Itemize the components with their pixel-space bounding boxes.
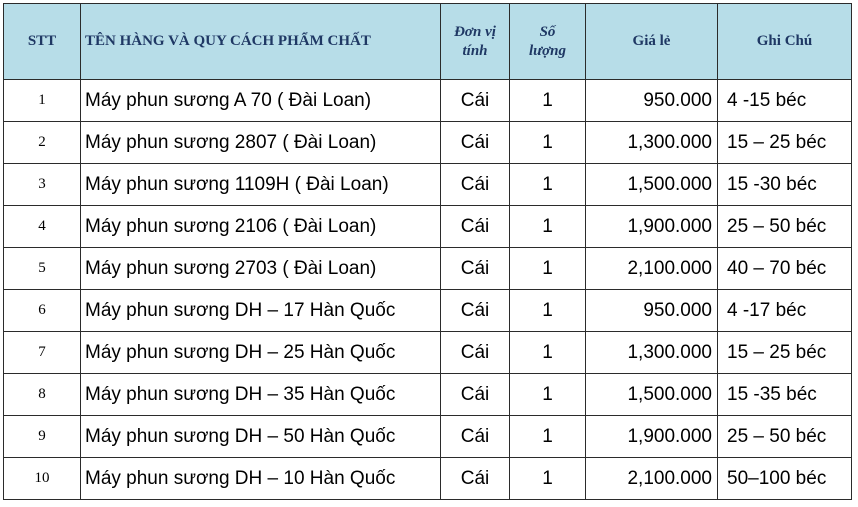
cell-unit[interactable]: Cái <box>441 122 510 164</box>
cell-unit[interactable]: Cái <box>441 458 510 500</box>
table-row <box>4 248 852 290</box>
cell-note[interactable]: 4 -15 béc <box>718 80 852 122</box>
cell-note[interactable]: 4 -17 béc <box>718 290 852 332</box>
cell-stt[interactable]: 3 <box>4 164 81 206</box>
table-header <box>4 4 852 80</box>
table-row <box>4 290 852 332</box>
cell-name[interactable]: Máy phun sương DH – 50 Hàn Quốc <box>81 416 441 458</box>
cell-note[interactable]: 15 – 25 béc <box>718 332 852 374</box>
cell-qty[interactable]: 1 <box>510 332 586 374</box>
cell-qty[interactable]: 1 <box>510 458 586 500</box>
cell-name[interactable]: Máy phun sương 1109H ( Đài Loan) <box>81 164 441 206</box>
header-unit-line2: tính <box>462 42 488 59</box>
table-row <box>4 458 852 500</box>
cell-name[interactable]: Máy phun sương DH – 17 Hàn Quốc <box>81 290 441 332</box>
cell-unit[interactable]: Cái <box>441 290 510 332</box>
table-row <box>4 80 852 122</box>
cell-qty[interactable]: 1 <box>510 290 586 332</box>
table-row <box>4 122 852 164</box>
cell-name[interactable]: Máy phun sương 2807 ( Đài Loan) <box>81 122 441 164</box>
cell-note[interactable]: 50–100 béc <box>718 458 852 500</box>
cell-unit[interactable]: Cái <box>441 206 510 248</box>
cell-note[interactable]: 40 – 70 béc <box>718 248 852 290</box>
header-qty <box>510 4 586 80</box>
cell-name[interactable]: Máy phun sương DH – 35 Hàn Quốc <box>81 374 441 416</box>
cell-name[interactable]: Máy phun sương DH – 25 Hàn Quốc <box>81 332 441 374</box>
cell-price[interactable]: 1,500.000 <box>586 164 718 206</box>
table-body <box>4 80 852 500</box>
header-stt: STT <box>4 4 81 80</box>
cell-qty[interactable]: 1 <box>510 416 586 458</box>
table-row <box>4 416 852 458</box>
header-note: Ghi Chú <box>718 4 852 80</box>
cell-stt[interactable]: 9 <box>4 416 81 458</box>
cell-qty[interactable]: 1 <box>510 164 586 206</box>
header-unit <box>441 4 510 80</box>
cell-qty[interactable]: 1 <box>510 374 586 416</box>
cell-stt[interactable]: 10 <box>4 458 81 500</box>
cell-price[interactable]: 950.000 <box>586 80 718 122</box>
cell-price[interactable]: 1,300.000 <box>586 332 718 374</box>
cell-unit[interactable]: Cái <box>441 164 510 206</box>
cell-name[interactable]: Máy phun sương A 70 ( Đài Loan) <box>81 80 441 122</box>
cell-qty[interactable]: 1 <box>510 248 586 290</box>
cell-unit[interactable]: Cái <box>441 374 510 416</box>
cell-price[interactable]: 2,100.000 <box>586 248 718 290</box>
price-table <box>3 3 852 500</box>
cell-name[interactable]: Máy phun sương DH – 10 Hàn Quốc <box>81 458 441 500</box>
cell-note[interactable]: 25 – 50 béc <box>718 416 852 458</box>
header-qty-line2: lượng <box>528 42 567 59</box>
cell-stt[interactable]: 8 <box>4 374 81 416</box>
cell-price[interactable]: 1,900.000 <box>586 206 718 248</box>
cell-unit[interactable]: Cái <box>441 332 510 374</box>
cell-note[interactable]: 15 – 25 béc <box>718 122 852 164</box>
header-row <box>4 4 852 80</box>
cell-unit[interactable]: Cái <box>441 416 510 458</box>
table-row <box>4 332 852 374</box>
header-qty-line1: Số <box>539 23 556 40</box>
cell-qty[interactable]: 1 <box>510 122 586 164</box>
table-row <box>4 374 852 416</box>
cell-stt[interactable]: 6 <box>4 290 81 332</box>
cell-price[interactable]: 1,300.000 <box>586 122 718 164</box>
table-row <box>4 206 852 248</box>
cell-price[interactable]: 1,900.000 <box>586 416 718 458</box>
header-unit-line1: Đơn vị <box>454 23 496 40</box>
cell-stt[interactable]: 2 <box>4 122 81 164</box>
cell-note[interactable]: 15 -30 béc <box>718 164 852 206</box>
cell-qty[interactable]: 1 <box>510 80 586 122</box>
cell-stt[interactable]: 7 <box>4 332 81 374</box>
cell-price[interactable]: 2,100.000 <box>586 458 718 500</box>
cell-price[interactable]: 1,500.000 <box>586 374 718 416</box>
cell-stt[interactable]: 4 <box>4 206 81 248</box>
header-price: Giá lẻ <box>586 4 718 80</box>
table-row <box>4 164 852 206</box>
cell-note[interactable]: 25 – 50 béc <box>718 206 852 248</box>
cell-price[interactable]: 950.000 <box>586 290 718 332</box>
cell-qty[interactable]: 1 <box>510 206 586 248</box>
cell-stt[interactable]: 5 <box>4 248 81 290</box>
header-name: TÊN HÀNG VÀ QUY CÁCH PHẨM CHẤT <box>81 4 441 80</box>
cell-unit[interactable]: Cái <box>441 248 510 290</box>
cell-name[interactable]: Máy phun sương 2106 ( Đài Loan) <box>81 206 441 248</box>
cell-stt[interactable]: 1 <box>4 80 81 122</box>
cell-unit[interactable]: Cái <box>441 80 510 122</box>
cell-note[interactable]: 15 -35 béc <box>718 374 852 416</box>
cell-name[interactable]: Máy phun sương 2703 ( Đài Loan) <box>81 248 441 290</box>
